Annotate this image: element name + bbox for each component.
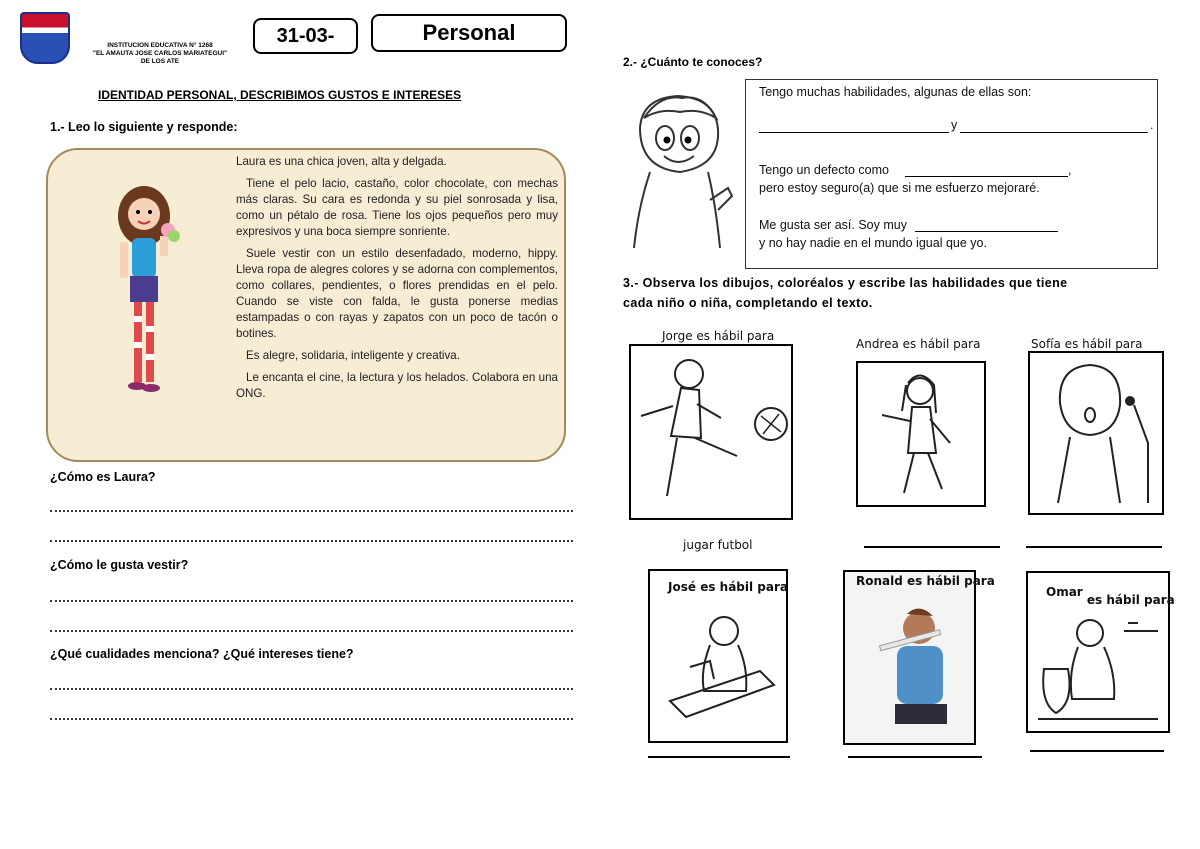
singing-girl-illustration: [1030, 353, 1162, 513]
caption-andrea: Andrea es hábil para: [856, 337, 981, 351]
question-3: ¿Qué cualidades menciona? ¿Qué intereses tiene?: [50, 647, 354, 661]
question-2: ¿Cómo le gusta vestir?: [50, 558, 189, 572]
soccer-player-illustration: [631, 346, 791, 518]
answer-line-sofia[interactable]: [1026, 546, 1162, 548]
caption-jose: [668, 580, 788, 594]
card-line-2-mid: y: [951, 118, 958, 132]
answer-line-ronald[interactable]: [848, 756, 982, 758]
card-line-5: Me gusta ser así. Soy muy: [759, 218, 907, 232]
picture-ronald: [843, 570, 976, 745]
caption-sofia: Sofía es hábil para: [1031, 337, 1143, 351]
section2-heading: 2.- ¿Cuánto te conoces?: [623, 55, 763, 69]
answer-line[interactable]: [50, 510, 573, 512]
flute-boy-photo: [845, 572, 974, 743]
fill-line[interactable]: [759, 132, 949, 133]
fill-line[interactable]: [960, 132, 1148, 133]
caption-jorge: Jorge es hábil para: [662, 329, 775, 343]
boy-illustration: [620, 88, 738, 250]
answer-line[interactable]: [50, 600, 573, 602]
caption-jose-rest: es hábil para: [700, 580, 788, 594]
fill-line[interactable]: [905, 176, 1068, 177]
area-box: Personal: [371, 14, 567, 52]
card-line-1: Tengo muchas habilidades, algunas de ellas son:: [759, 85, 1032, 99]
answer-line[interactable]: [50, 630, 573, 632]
card-line-2-end: .: [1150, 118, 1154, 132]
caption-omar: [1046, 585, 1175, 607]
page-title: IDENTIDAD PERSONAL, DESCRIBIMOS GUSTOS E INTERESES: [98, 88, 462, 102]
question-1: ¿Cómo es Laura?: [50, 470, 156, 484]
card-line-4: pero estoy seguro(a) que si me esfuerzo mejoraré.: [759, 181, 1040, 195]
reading-paragraph: Tiene el pelo lacio, castaño, color chocolate, con mechas más claras. Su cara es redonda y su piel sonrosada y lisa, como un pétalo de rosa. Tiene los ojos pequeños pero muy expresivos y una boca siempre sonriente.: [236, 177, 558, 238]
caption-ronald: Ronald es hábil para: [856, 574, 995, 588]
school-name: INSTITUCION EDUCATIVA N° 1268 "EL AMAUTA JOSE CARLOS MARIATEGUI" DE LOS ATE: [92, 42, 228, 65]
answer-line[interactable]: [50, 688, 573, 690]
card-line-3: Tengo un defecto como: [759, 163, 889, 177]
answer-line-jose[interactable]: [648, 756, 790, 758]
picture-andrea: [856, 361, 986, 507]
caption-jose-name: José: [668, 580, 696, 594]
picture-jose: [648, 569, 788, 743]
answer-line[interactable]: [50, 718, 573, 720]
dancing-girl-illustration: [858, 363, 984, 505]
section3-heading-1: 3.- Observa los dibujos, coloréalos y escribe las habilidades que tiene: [623, 276, 1068, 290]
caption-omar-rest: es hábil para: [1086, 593, 1175, 607]
reading-text: [236, 154, 558, 408]
section3-heading-2: cada niño o niña, completando el texto.: [623, 296, 873, 310]
card-line-3-end: ,: [1068, 163, 1072, 177]
fill-line[interactable]: [915, 231, 1058, 232]
answer-line-andrea[interactable]: [864, 546, 1000, 548]
answer-line[interactable]: [50, 540, 573, 542]
answer-line-omar[interactable]: [1030, 750, 1164, 752]
answer-jorge: jugar futbol: [683, 538, 753, 552]
writing-boy-illustration: [650, 571, 786, 741]
reading-paragraph: Le encanta el cine, la lectura y los helados. Colabora en una ONG.: [236, 371, 558, 400]
picture-jorge: [629, 344, 793, 520]
reading-paragraph: Suele vestir con un estilo desenfadado, moderno, hippy. Lleva ropa de alegres colores y se adorna con complementos, como collares, pendientes, o flores prendidas en el pelo. Cuando se viste con falda, le gusta ponerse medias estampadas o con rayas y zapatos con un poco de tacón o botines.: [236, 247, 558, 340]
girl-illustration: [100, 176, 190, 408]
reading-paragraph: Laura es una chica joven, alta y delgada.: [236, 155, 447, 168]
school-logo: [20, 12, 70, 64]
card-line-6: y no hay nadie en el mundo igual que yo.: [759, 236, 987, 250]
caption-omar-name: Omar: [1046, 585, 1083, 599]
section1-heading: 1.- Leo lo siguiente y responde:: [50, 120, 238, 134]
reading-paragraph: Es alegre, solidaria, inteligente y creativa.: [246, 349, 460, 362]
picture-sofia: [1028, 351, 1164, 515]
date-box: 31-03-: [253, 18, 358, 54]
